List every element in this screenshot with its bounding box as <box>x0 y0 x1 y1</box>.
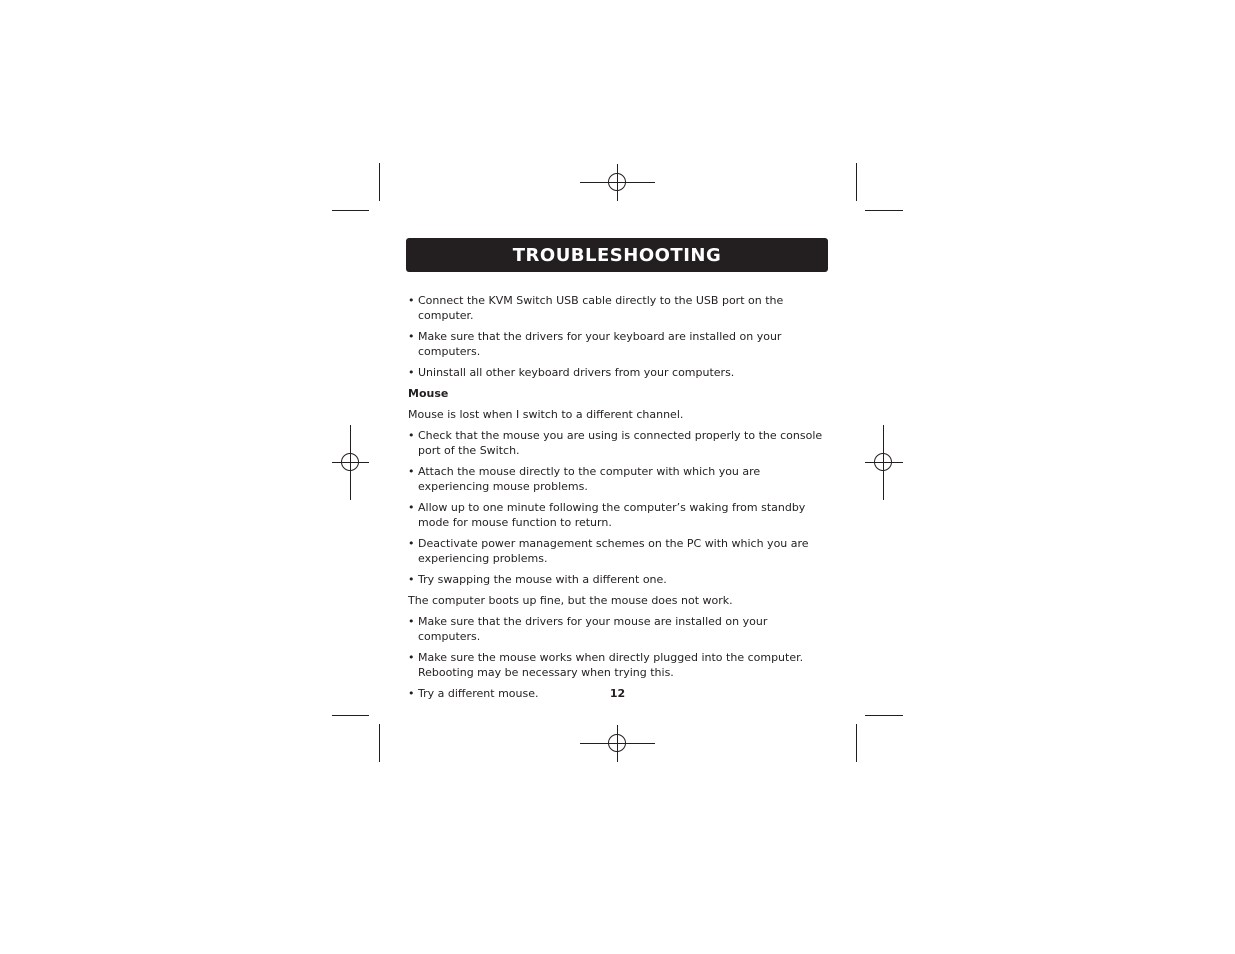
crop-mark <box>865 210 903 211</box>
problem-statement: Mouse is lost when I switch to a different channel. <box>408 408 684 421</box>
crop-mark <box>332 715 369 716</box>
list-item: • Uninstall all other keyboard drivers from your computers. <box>408 365 828 380</box>
list-item: • Allow up to one minute following the computer’s waking from standby mode for mouse function to return. <box>408 500 828 530</box>
list-item: • Attach the mouse directly to the computer with which you are experiencing mouse problems. <box>408 464 828 494</box>
list-item: • Try a different mouse. <box>408 686 828 701</box>
page-number: 12 <box>609 687 626 700</box>
crop-mark <box>379 724 380 762</box>
list-item: • Make sure that the drivers for your mouse are installed on your computers. <box>408 614 828 644</box>
list-item: • Make sure that the drivers for your keyboard are installed on your computers. <box>408 329 828 359</box>
crop-mark <box>379 163 380 201</box>
list-item: • Try swapping the mouse with a different one. <box>408 572 828 587</box>
list-item: • Connect the KVM Switch USB cable directly to the USB port on the computer. <box>408 293 828 323</box>
list-item: • Deactivate power management schemes on the PC with which you are experiencing problems. <box>408 536 828 566</box>
mouse-heading: Mouse <box>408 387 449 400</box>
crop-mark <box>856 163 857 201</box>
crop-mark <box>856 724 857 762</box>
list-item: • Make sure the mouse works when directly plugged into the computer. Rebooting may be necessary when trying this. <box>408 650 828 680</box>
page-title: TROUBLESHOOTING <box>512 244 722 266</box>
problem-statement: The computer boots up fine, but the mouse does not work. <box>408 594 733 607</box>
section-header <box>406 238 828 272</box>
crop-mark <box>332 210 369 211</box>
list-item: • Check that the mouse you are using is connected properly to the console port of the Switch. <box>408 428 828 458</box>
crop-mark <box>865 715 903 716</box>
troubleshooting-content <box>408 293 828 707</box>
